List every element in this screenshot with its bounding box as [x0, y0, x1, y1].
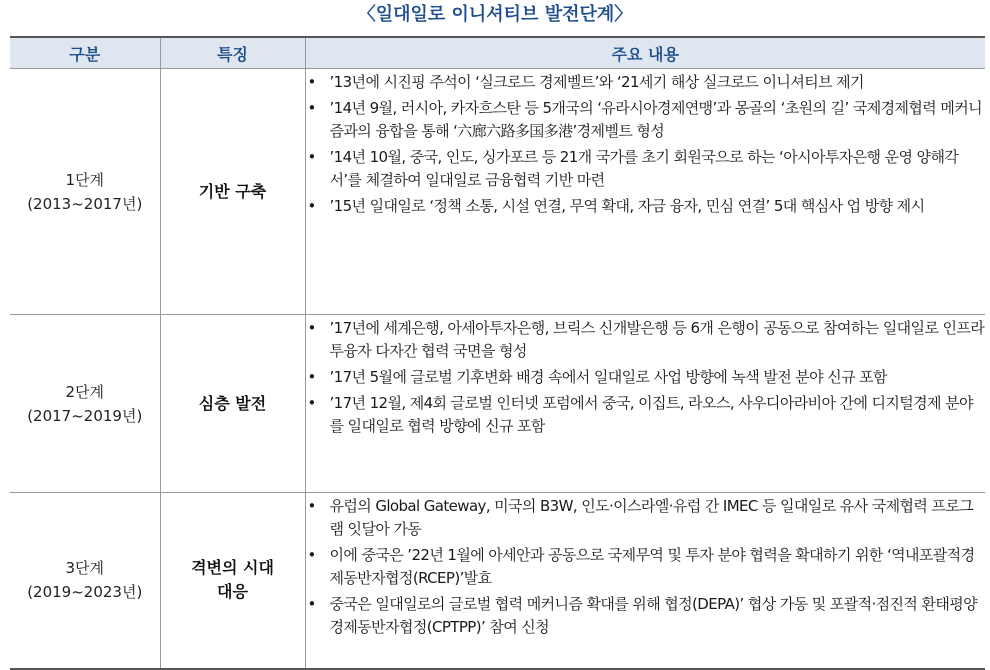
stage-label: 2단계	[65, 382, 105, 401]
document-title: 〈일대일로 이니셔티브 발전단계〉	[357, 4, 633, 25]
list-item: • ’13년에 시진핑 주석이 ‘실크로드 경제벨트’와 ‘21세기 해상 실크로드 이니셔티브 제기	[306, 71, 986, 94]
stage-label: 3단계	[65, 559, 105, 578]
feature-label-line2: 대응	[217, 582, 248, 602]
stage-period: (2017~2019년)	[27, 406, 143, 425]
list-item: • 이에 중국은 ’22년 1월에 아세안과 공동으로 국제무역 및 투자 분야 협력을 확대하기 위한 ‘역내포괄적경제동반자협정(RCEP)’발효	[307, 546, 975, 587]
list-item: • ’17년에 세계은행, 아세아투자은행, 브릭스 신개발은행 등 6개 은행이 공동으로 참여하는 일대일로 인프라 투융자 다자간 협력 국면을 형성	[307, 319, 985, 360]
bullet-icon: •	[307, 148, 316, 166]
bullet-icon: •	[307, 368, 316, 386]
bullet-icon: •	[307, 394, 316, 412]
bullet-icon: •	[307, 546, 316, 564]
list-item: • ’17년 5월에 글로벌 기후변화 배경 속에서 일대일로 사업 방향에 녹색 발전 분야 신규 포함	[306, 366, 986, 389]
table-row	[10, 315, 985, 493]
stage-label: 1단계	[65, 170, 105, 189]
bullet-icon: •	[307, 197, 316, 215]
stage-period: (2013~2017년)	[27, 194, 143, 213]
bullet-icon: •	[307, 595, 316, 613]
content-cell	[305, 69, 985, 315]
list-item: • ’14년 9월, 러시아, 카자흐스탄 등 5개국의 ‘유라시아경제연맹’과 몽골의 ‘초원의 길’ 국제경제협력 메커니즘과의 융합을 통해 ‘六廊六路多国多港’경제벨트 형성	[307, 99, 983, 140]
header-category: 구분	[10, 37, 160, 69]
list-item: • ’14년 10월, 중국, 인도, 싱가포르 등 21개 국가를 초기 회원국으로 하는 ‘아시아투자은행 운영 양해각서’를 체결하여 일대일로 금융협력 기반 마련	[307, 148, 959, 189]
feature-label: 심층 발전	[198, 393, 267, 413]
list-item: • 유럽의 Global Gateway, 미국의 B3W, 인도·이스라엘·유럽 간 IMEC 등 일대일로 유사 국제협력 프로그램 잇달아 가동	[307, 497, 974, 538]
bullet-icon: •	[307, 319, 316, 337]
table-row	[10, 493, 985, 669]
stages-table	[10, 36, 985, 670]
list-item: • 중국은 일대일로의 글로벌 협력 메커니즘 확대를 위해 협정(DEPA)’ 협상 가동 및 포괄적·점진적 환태평양경제동반자협정(CPTPP)’ 참여 신청	[307, 595, 978, 636]
bullet-icon: •	[307, 73, 316, 91]
table-header-row	[10, 37, 985, 69]
header-content: 주요 내용	[305, 37, 985, 69]
feature-cell	[160, 493, 305, 669]
bullet-icon: •	[307, 497, 316, 515]
table-row	[10, 69, 985, 315]
feature-cell	[160, 315, 305, 493]
stage-cell	[10, 69, 160, 315]
feature-label-line1: 격변의 시대	[191, 558, 274, 578]
feature-label: 기반 구축	[198, 181, 267, 201]
list-item: • ’17년 12월, 제4회 글로벌 인터넷 포럼에서 중국, 이집트, 라오스, 사우디아라비아 간에 디지털경제 분야를 일대일로 협력 방향에 신규 포함	[307, 394, 973, 435]
list-item: • ’15년 일대일로 ‘정책 소통, 시설 연결, 무역 확대, 자금 융자, 민심 연결’ 5대 핵심사 업 방향 제시	[306, 195, 986, 218]
feature-cell	[160, 69, 305, 315]
stage-cell	[10, 493, 160, 669]
stage-cell	[10, 315, 160, 493]
bullet-icon: •	[307, 99, 316, 117]
stage-period: (2019~2023년)	[27, 583, 143, 602]
header-feature: 특징	[160, 37, 305, 69]
content-cell	[305, 493, 985, 669]
content-cell	[305, 315, 985, 493]
